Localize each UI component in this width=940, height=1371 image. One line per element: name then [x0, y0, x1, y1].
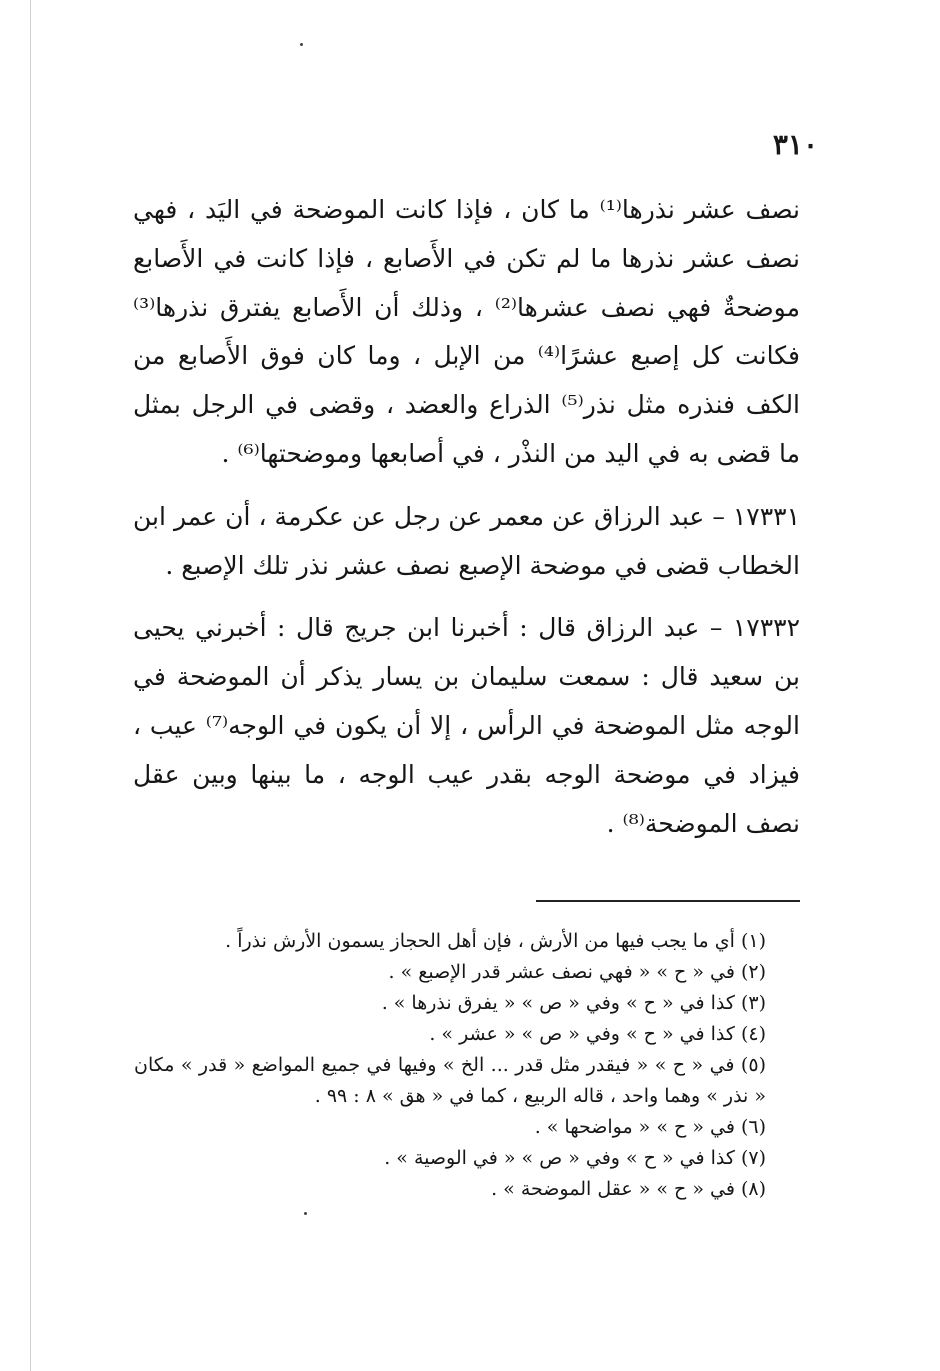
footnote-4: (٤) كذا في « ح » وفي « ص » « عشر » . — [429, 1023, 766, 1045]
paragraph-continuation: نصف عشر نذرها⁽¹⁾ ما كان ، فإذا كانت الموضحة في اليَد ، فهي نصف عشر نذرها ما لم تكن في الأَصابع ، فإذا كانت في الأَصابع موضحةٌ فهي نصف عشرها⁽²⁾ ، وذلك أن الأَصابع يفترق نذرها⁽³⁾ فكانت كل إصبع عشرًا⁽⁴⁾ من الإبل ، وما كان فوق الأَصابع من الكف فنذره مثل نذر⁽⁵⁾ الذراع والعضد ، وقضى في الرجل بمثل ما قضى به في اليد من النذْر ، في أصابعها وموضحتها⁽⁶⁾ . — [133, 195, 801, 468]
footnote-3: (٣) كذا في « ح » وفي « ص » « يفرق نذرها » . — [381, 992, 766, 1014]
footnote-6: (٦) في « ح » « مواضحها » . — [534, 1116, 766, 1138]
footnotes — [134, 926, 766, 1205]
scan-edge-line — [30, 0, 31, 1371]
scan-speck — [304, 1212, 307, 1215]
footnote-8: (٨) في « ح » « عقل الموضحة » . — [491, 1178, 766, 1200]
footnote-separator — [536, 900, 800, 902]
footnote-7: (٧) كذا في « ح » وفي « ص » « في الوصية » . — [384, 1147, 766, 1169]
footnote-5: (٥) في « ح » « فيقدر مثل قدر ... الخ » وفيها في جميع المواضع « قدر » مكان « نذر » وهما واحد ، قاله الربيع ، كما في « هق » ٨ : ٩٩ . — [134, 1054, 766, 1107]
hadith-17331: ١٧٣٣١ – عبد الرزاق عن معمر عن رجل عن عكرمة ، أن عمر ابن الخطاب قضى في موضحة الإصبع نصف عشر نذر تلك الإصبع . — [133, 501, 800, 580]
footnote-2: (٢) في « ح » « فهي نصف عشر قدر الإصبع » . — [388, 961, 766, 983]
page-number: ٣١٠ — [772, 128, 818, 161]
main-text — [133, 186, 800, 848]
hadith-17332: ١٧٣٣٢ – عبد الرزاق قال : أخبرنا ابن جريج قال : أخبرني يحيى بن سعيد قال : سمعت سليمان بن يسار يذكر أن الموضحة في الوجه مثل الموضحة في الرأس ، إلا أن يكون في الوجه⁽⁷⁾ عيب ، فيزاد في موضحة الوجه بقدر عيب الوجه ، ما بينها وبين عقل نصف الموضحة⁽⁸⁾ . — [133, 613, 800, 838]
scan-speck — [300, 43, 303, 46]
footnote-1: (١) أي ما يجب فيها من الأرش ، فإن أهل الحجاز يسمون الأرش نذراً . — [225, 930, 766, 952]
